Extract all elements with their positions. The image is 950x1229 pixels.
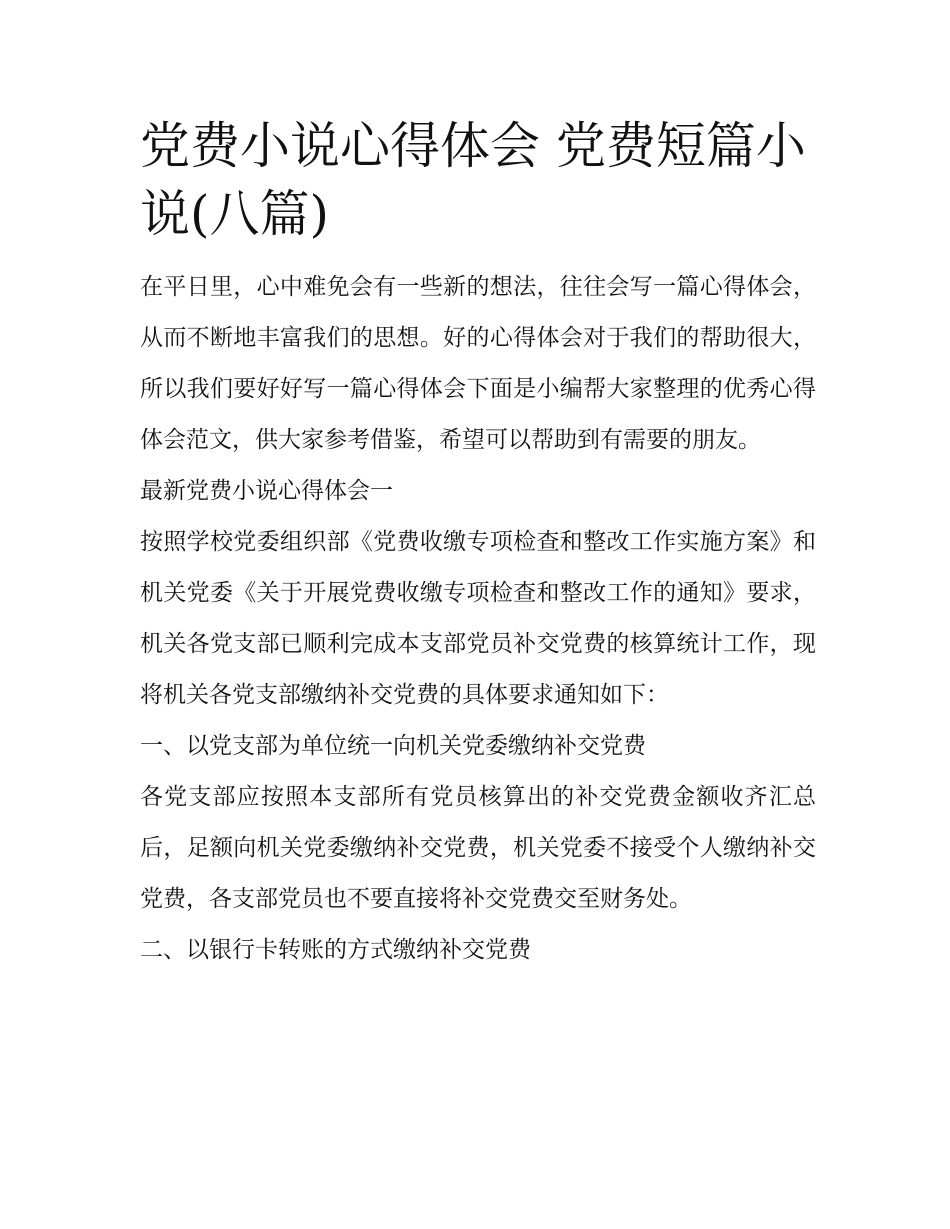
item-1-body: 各党支部应按照本支部所有党员核算出的补交党费金额收齐汇总后，足额向机关党委缴纳补交党费，机关党委不接受个人缴纳补交党费，各支部党员也不要直接将补交党费交至财务处。 xyxy=(140,784,816,912)
intro-paragraph: 在平日里，心中难免会有一些新的想法，往往会写一篇心得体会，从而不断地丰富我们的思想。好的心得体会对于我们的帮助很大，所以我们要好好写一篇心得体会下面是小编帮大家整理的优秀心得体会范文，供大家参考借鉴，希望可以帮助到有需要的朋友。 xyxy=(140,274,816,453)
document-title: 党费小说心得体会 党费短篇小说(八篇) xyxy=(140,117,806,243)
body-paragraph: 按照学校党委组织部《党费收缴专项检查和整改工作实施方案》和机关党委《关于开展党费收缴专项检查和整改工作的通知》要求，机关各党支部已顺利完成本支部党员补交党费的核算统计工作，现将机关各党支部缴纳补交党费的具体要求通知如下： xyxy=(140,529,816,708)
document-page xyxy=(140,112,816,976)
item-1-heading: 一、以党支部为单位统一向机关党委缴纳补交党费 xyxy=(140,733,646,759)
section-heading: 最新党费小说心得体会一 xyxy=(140,478,393,504)
item-2-heading: 二、以银行卡转账的方式缴纳补交党费 xyxy=(140,937,531,963)
